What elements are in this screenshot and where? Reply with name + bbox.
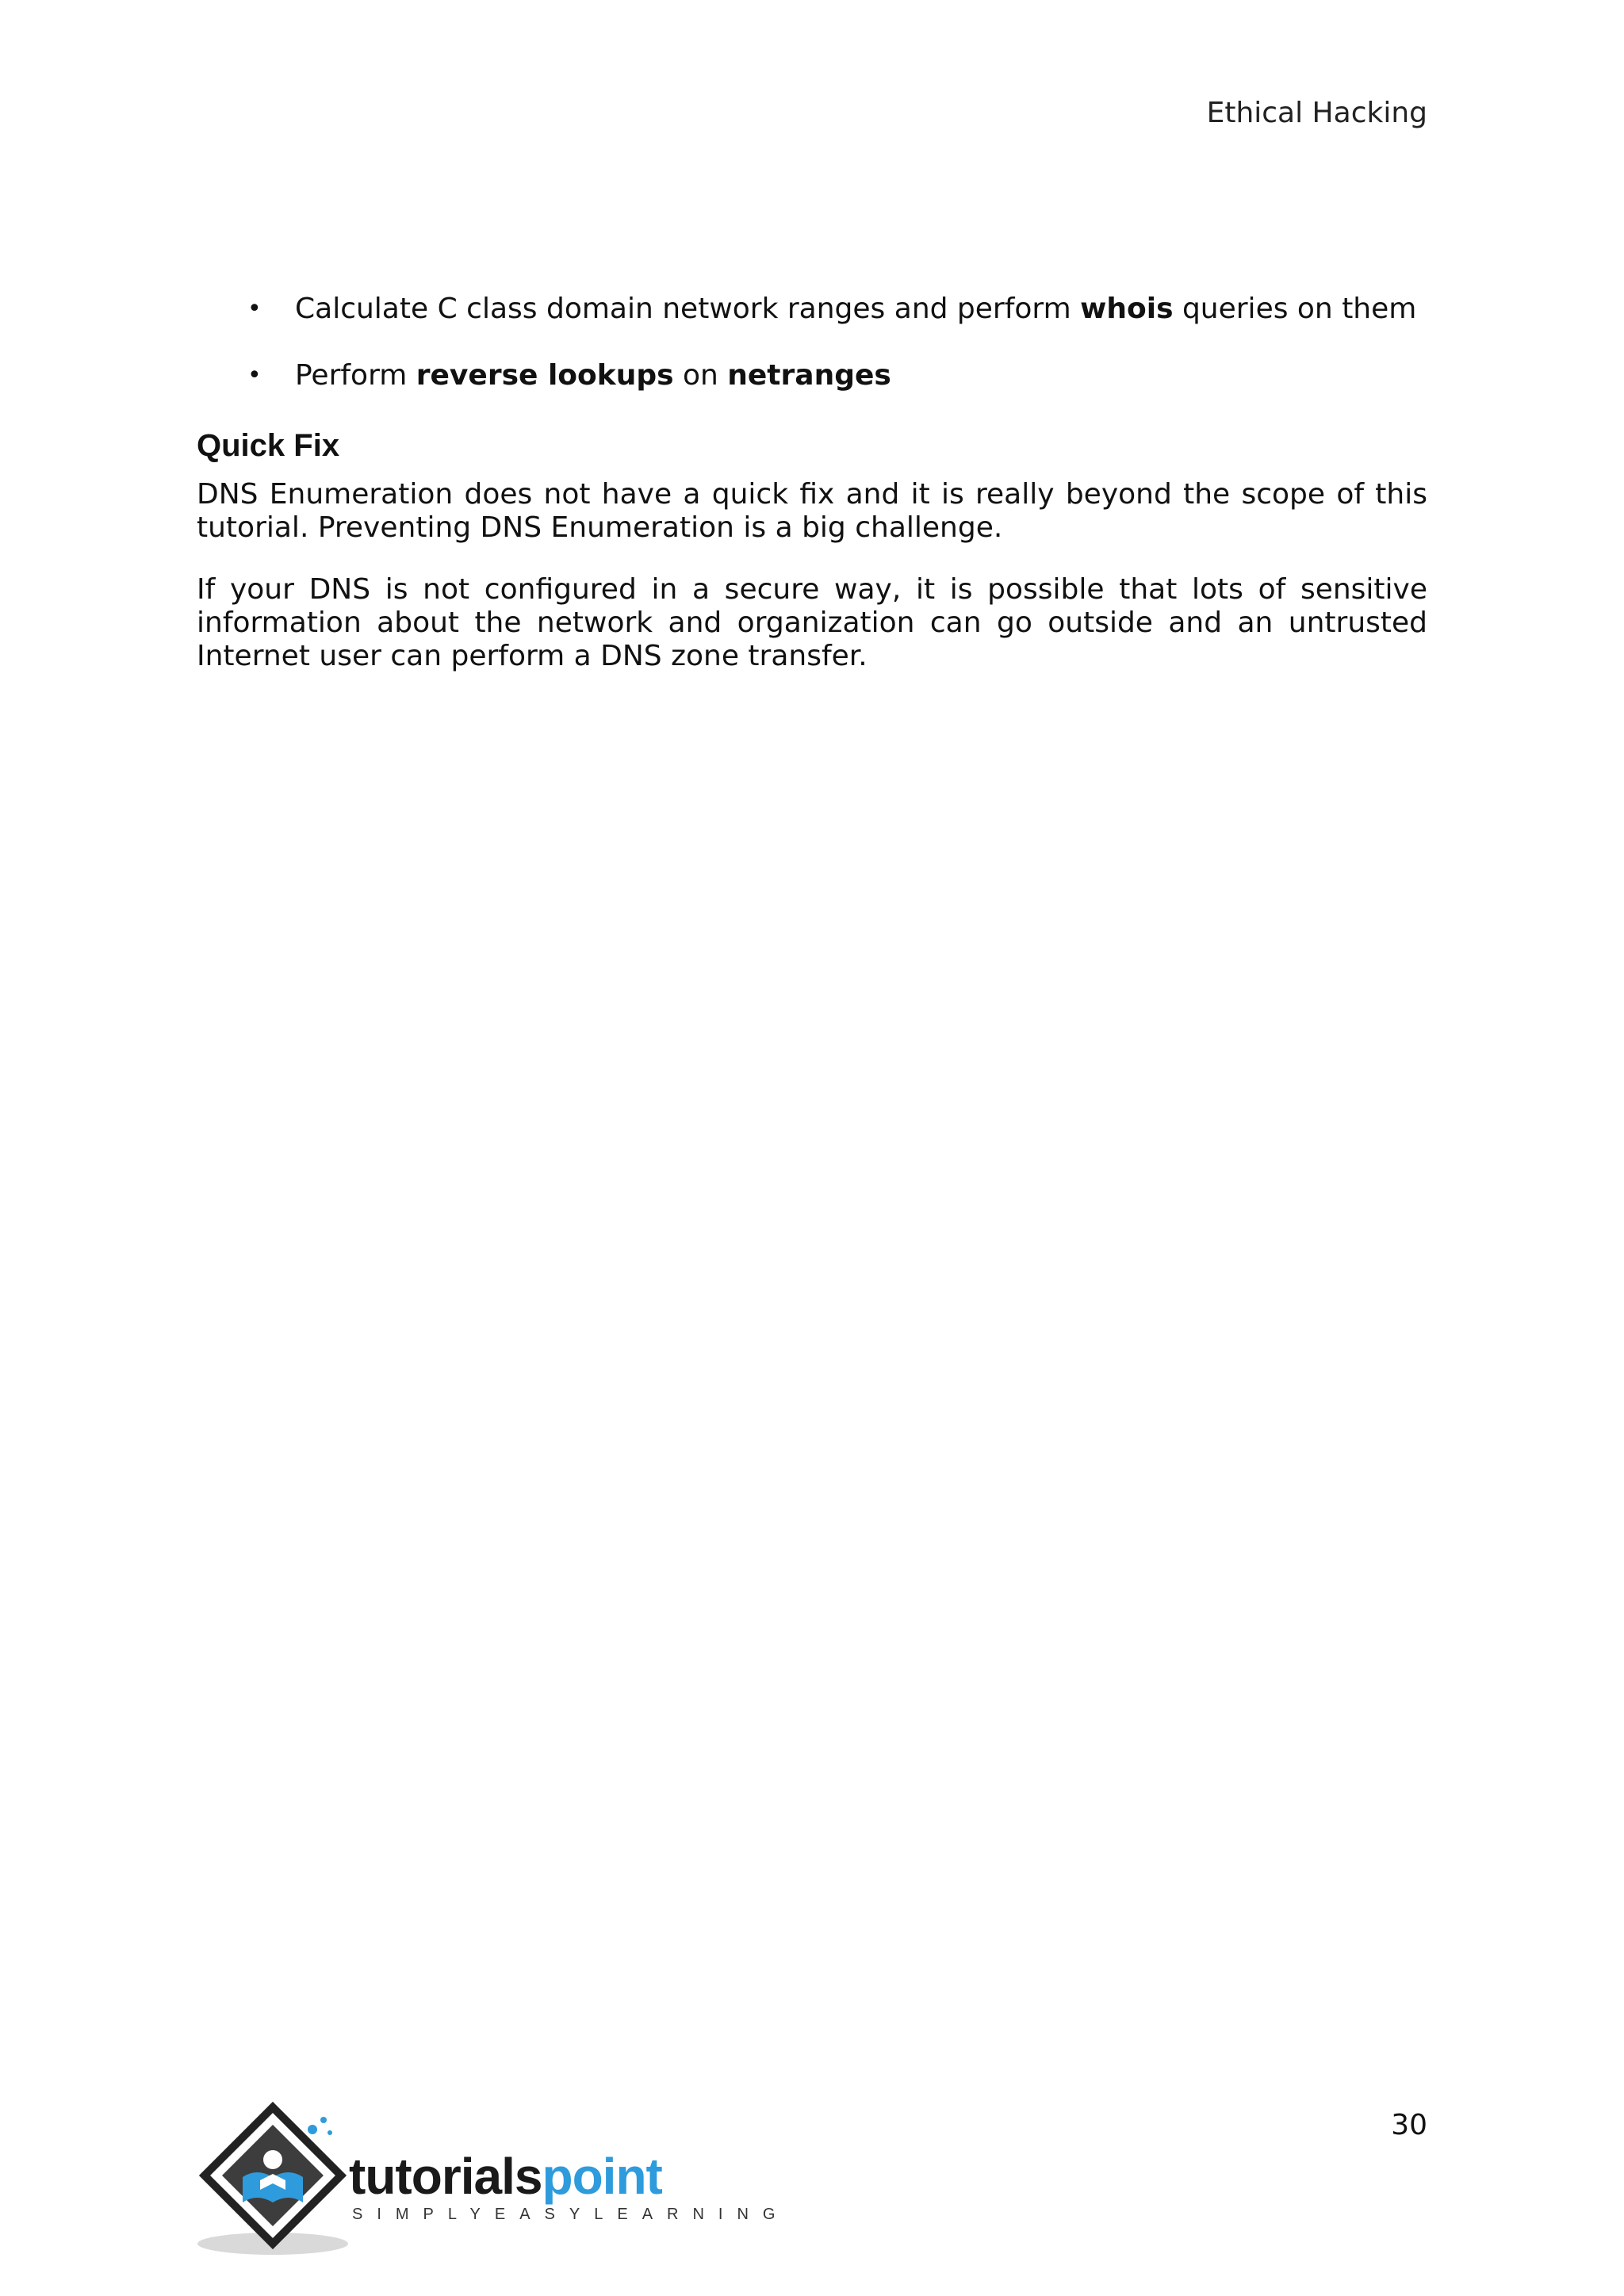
list-item-text: on — [673, 359, 728, 392]
page-content — [197, 285, 1427, 702]
tutorialspoint-book-logo-icon — [193, 2101, 352, 2260]
bullet-list — [197, 285, 1427, 400]
list-item-bold: netranges — [727, 359, 891, 392]
logo-word-part2: point — [542, 2148, 662, 2205]
paragraph: If your DNS is not configured in a secure way, it is possible that lots of sensitive information about the network and organization can go outside and an untrusted Internet user can perform a DNS zone transfer. — [197, 573, 1427, 672]
logo-tagline: SIMPLYEASYLEARNING — [352, 2206, 790, 2223]
logo-wordmark — [349, 2147, 662, 2206]
list-item — [197, 352, 1427, 400]
list-item-text: queries on them — [1173, 293, 1417, 325]
paragraph: DNS Enumeration does not have a quick fix and it is really beyond the scope of this tutorial. Preventing DNS Enumeration is a big challenge. — [197, 478, 1427, 544]
list-item-bold: whois — [1080, 293, 1174, 325]
running-header-title: Ethical Hacking — [1206, 97, 1427, 129]
bullet-glyph: • — [247, 362, 262, 389]
list-item-bold: reverse lookups — [416, 359, 674, 392]
tutorialspoint-logo — [193, 2101, 790, 2260]
section-heading: Quick Fix — [197, 428, 340, 463]
list-item-text: Calculate C class domain network ranges and perform — [295, 293, 1081, 325]
list-item-text: Perform — [295, 359, 416, 392]
list-item — [197, 285, 1427, 333]
bullet-glyph: • — [247, 295, 262, 323]
logo-word-part1: tutorials — [349, 2148, 542, 2205]
page-number: 30 — [1391, 2109, 1427, 2141]
